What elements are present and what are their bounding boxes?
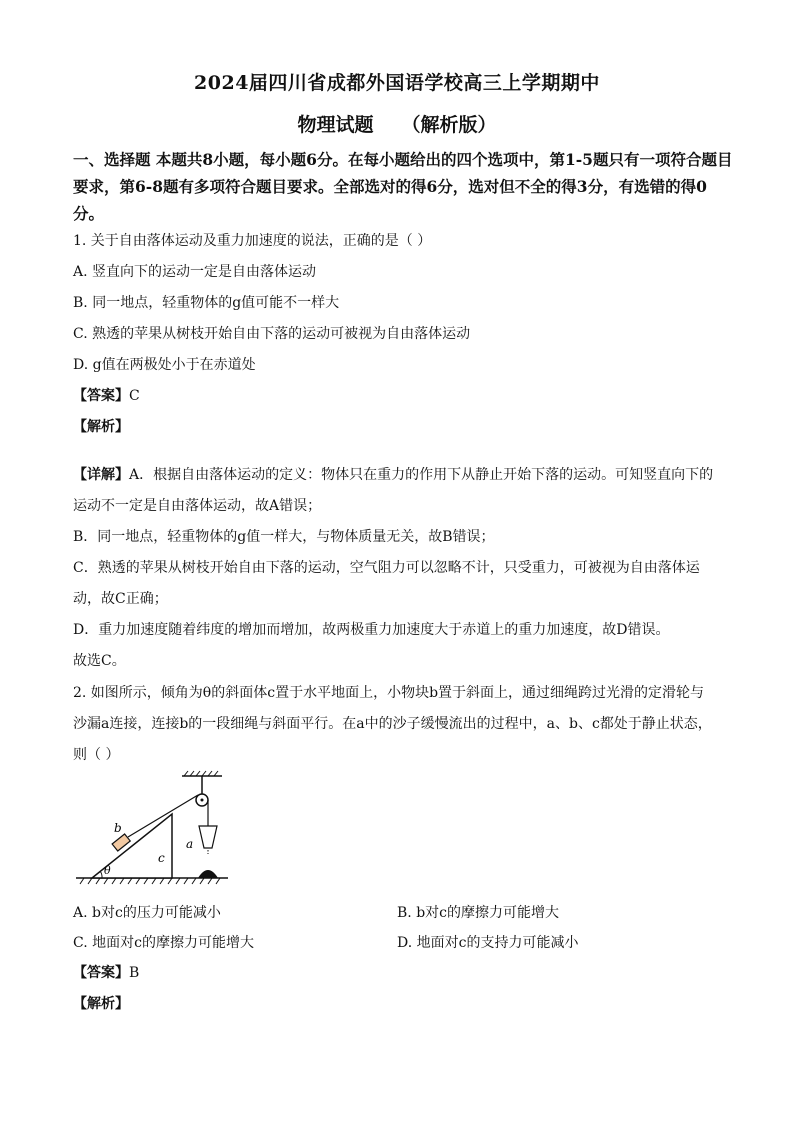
q2-analysis-tag: 【解析】 [73, 996, 129, 1012]
q2-stem-line: 2. 如图所示，倾角为θ的斜面体c置于水平地面上，小物块b置于斜面上，通过细绳跨过光滑的定滑轮与 [73, 685, 705, 701]
answer-tag: 【答案】 [73, 388, 129, 404]
q2-option-d: D. 地面对c的支持力可能减小 [397, 935, 579, 951]
answer-value: C [129, 388, 140, 404]
block-b [112, 834, 130, 851]
label-b: b [114, 821, 122, 835]
label-c: c [158, 851, 165, 865]
q1-detail-line: 运动不一定是自由落体运动，故A错误； [73, 498, 322, 514]
q1-option-a: A. 竖直向下的运动一定是自由落体运动 [73, 264, 317, 280]
document-title: 2024届四川省成都外国语学校高三上学期期中 [194, 72, 600, 94]
sand-pile [198, 870, 218, 878]
q2-answer [73, 962, 139, 982]
q1-analysis-tag: 【解析】 [73, 419, 129, 435]
q1-conclusion: 故选C。 [73, 653, 126, 669]
incline-pulley-figure [72, 770, 232, 890]
q1-detail-line: C．熟透的苹果从树枝开始自由下落的运动，空气阻力可以忽略不计，只受重力，可被视为自由落体运 [73, 560, 700, 576]
subtitle-edition: （解析版） [401, 114, 497, 136]
detail-text: A．根据自由落体运动的定义：物体只在重力的作用下从静止开始下落的运动。可知竖直向下的 [129, 467, 714, 483]
q2-option-c: C. 地面对c的摩擦力可能增大 [73, 935, 254, 951]
document-subtitle [0, 110, 794, 137]
q1-detail-line: 动，故C正确； [73, 591, 168, 607]
q2-stem-line: 则（ ） [73, 747, 120, 763]
q1-option-b: B. 同一地点，轻重物体的g值可能不一样大 [73, 295, 340, 311]
q2-stem-line: 沙漏a连接，连接b的一段细绳与斜面平行。在a中的沙子缓慢流出的过程中，a、b、c都处于静止状态， [73, 716, 712, 732]
label-theta: θ [104, 864, 111, 877]
q2-option-a: A. b对c的压力可能减小 [73, 905, 221, 921]
detail-tag: 【详解】 [73, 467, 129, 483]
q2-option-b: B. b对c的摩擦力可能增大 [397, 905, 559, 921]
answer-value: B [129, 965, 140, 981]
answer-tag: 【答案】 [73, 965, 129, 981]
q1-option-d: D. g值在两极处小于在赤道处 [73, 357, 256, 373]
q1-answer [73, 385, 140, 405]
q1-option-c: C. 熟透的苹果从树枝开始自由下落的运动可被视为自由落体运动 [73, 326, 471, 342]
sand-container-a [199, 826, 217, 848]
section-header: 一、选择题 本题共8小题，每小题6分。在每小题给出的四个选项中，第1-5题只有一项符合题目要求，第6-8题有多项符合题目要求。全部选对的得6分，选对但不全的得3分，有选错的得0分。 [73, 150, 733, 223]
q1-stem: 1. 关于自由落体运动及重力加速度的说法，正确的是（ ） [73, 233, 432, 249]
q1-detail-line [73, 464, 713, 484]
q1-detail-line: B．同一地点，轻重物体的g值一样大，与物体质量无关，故B错误； [73, 529, 495, 545]
q1-detail-line: D．重力加速度随着纬度的增加而增加，故两极重力加速度大于赤道上的重力加速度，故D错误。 [73, 622, 670, 638]
subtitle-main: 物理试题 [297, 114, 374, 136]
label-a: a [186, 837, 194, 851]
